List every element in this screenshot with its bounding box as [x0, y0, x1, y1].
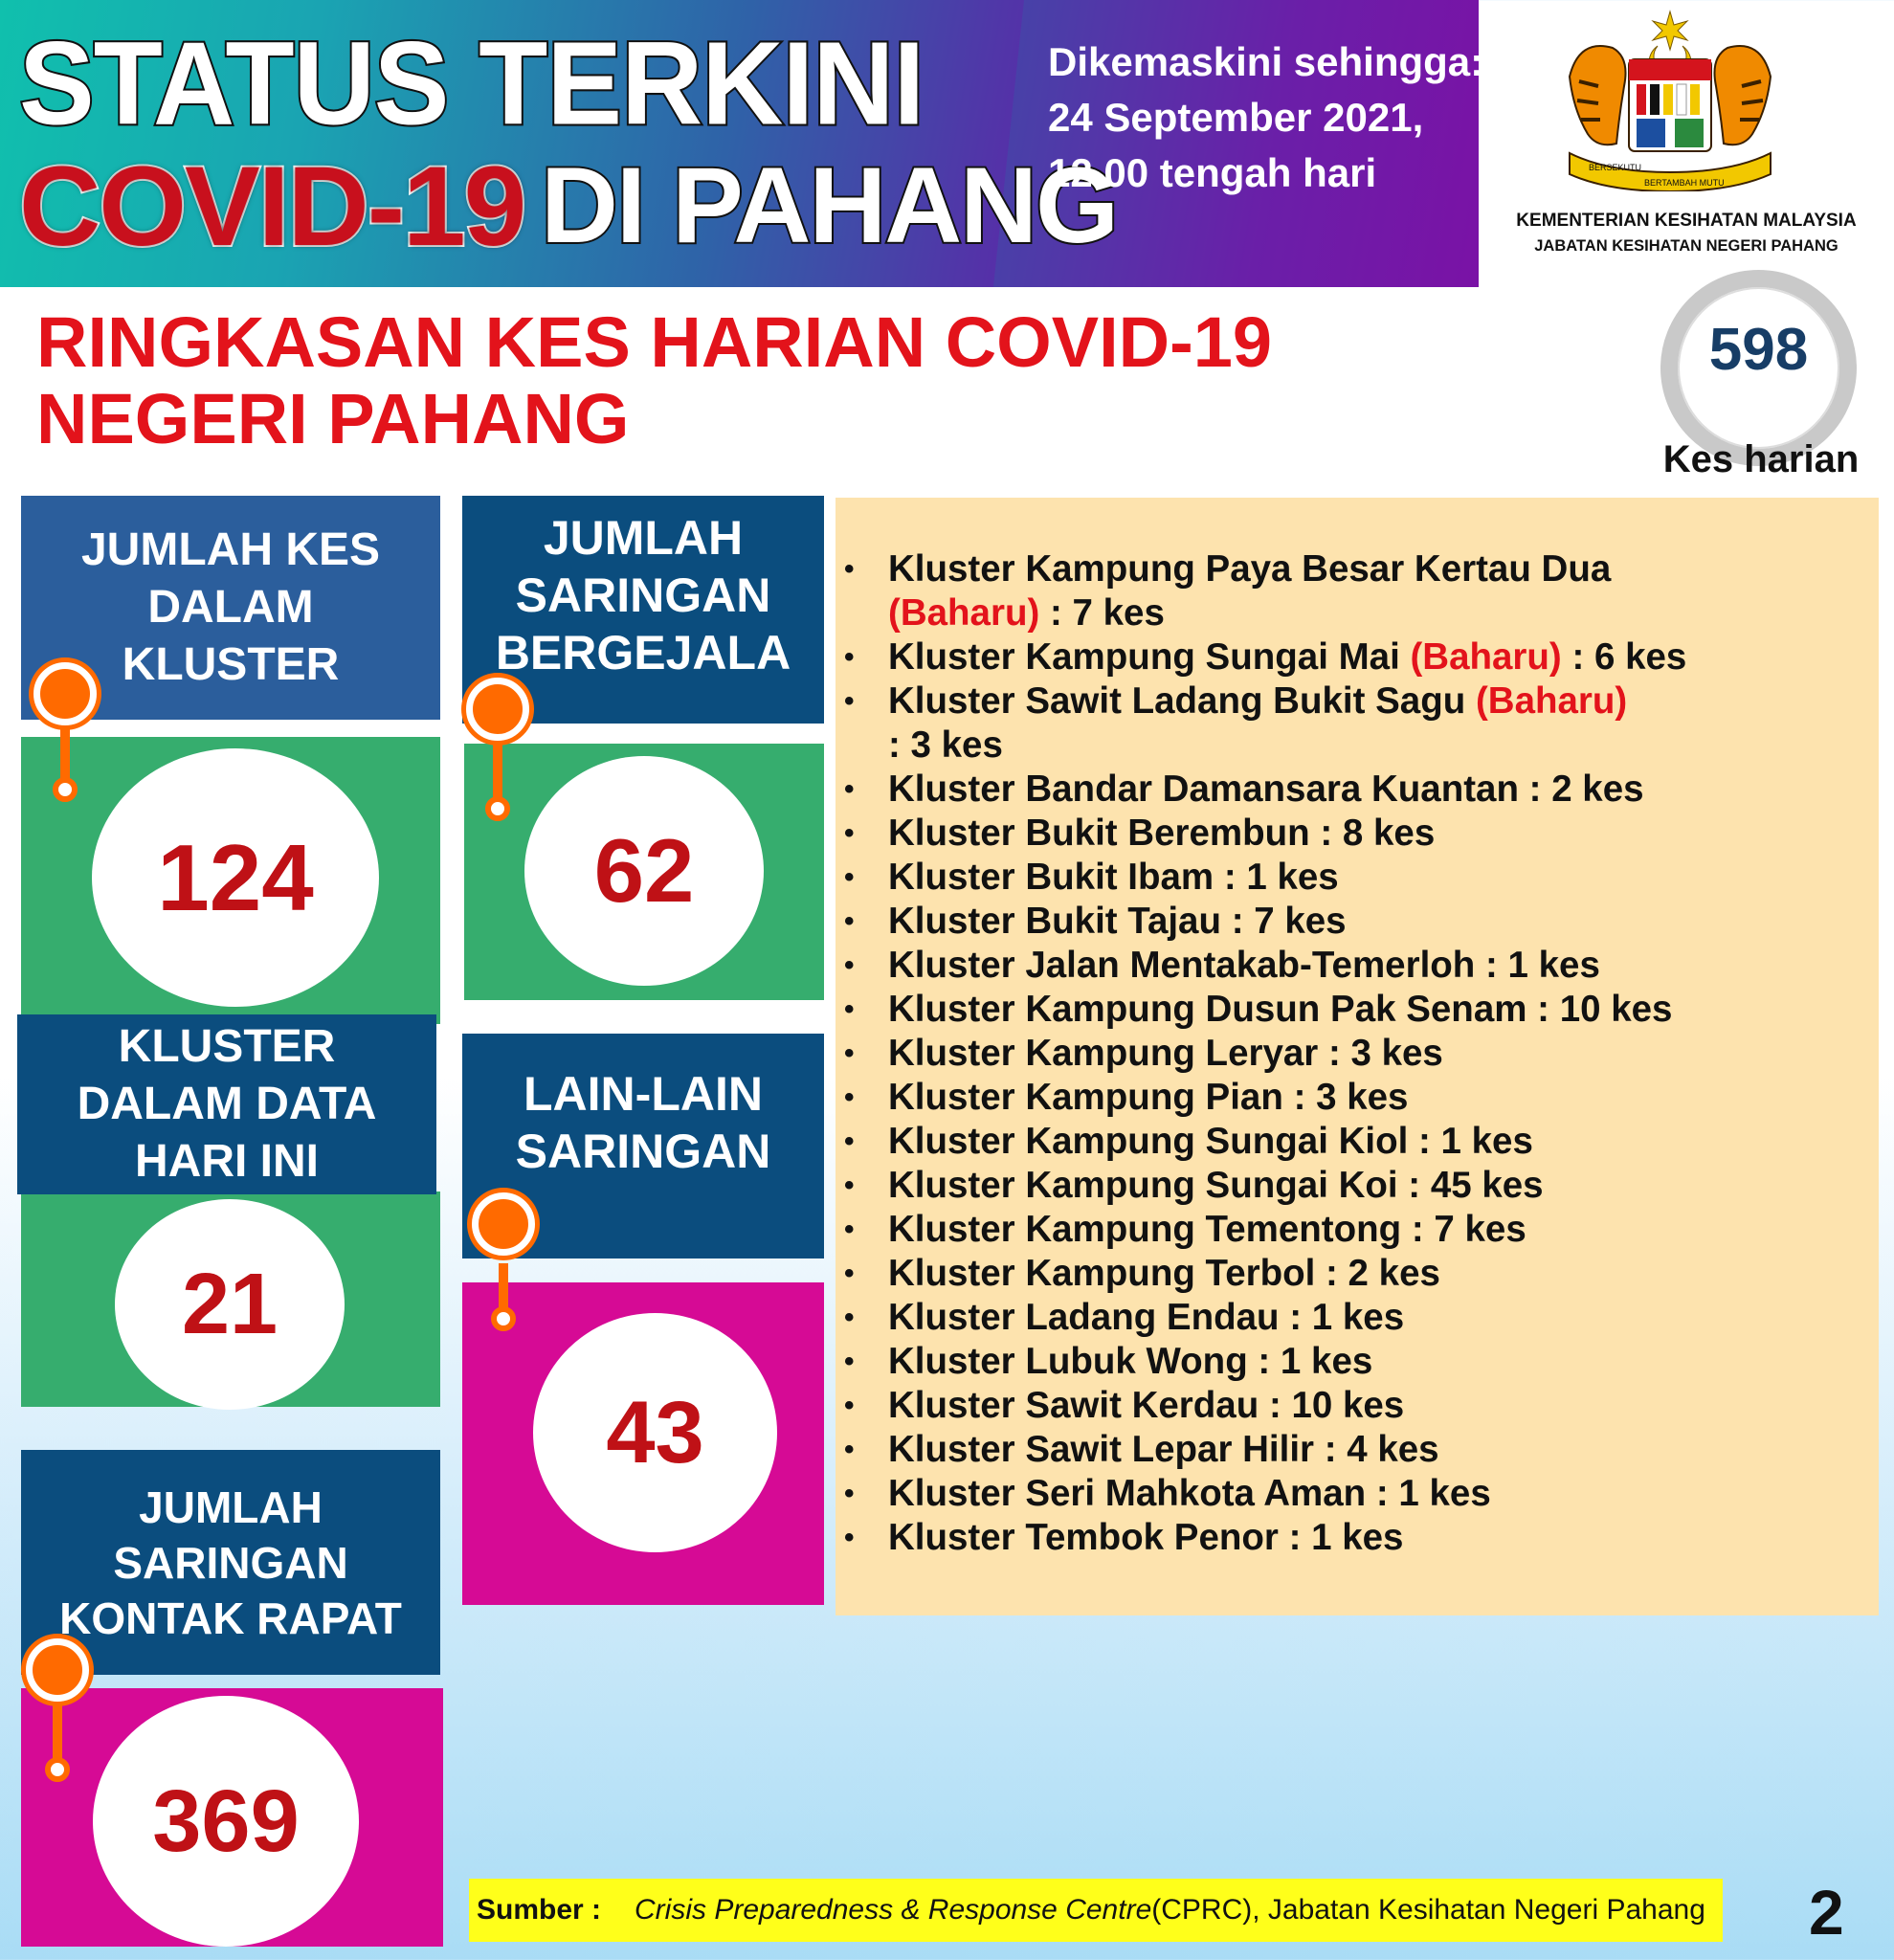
other-screening-label-2: SARINGAN: [515, 1124, 771, 1178]
cluster-name: Kluster Bukit Ibam: [888, 857, 1214, 898]
cluster-list-item: [842, 1120, 1876, 1164]
ministry-line-1: KEMENTERIAN KESIHATAN MALAYSIA: [1516, 211, 1857, 231]
close-contact-label-1: JUMLAH: [139, 1481, 323, 1532]
crest-motto-bottom: BERTAMBAH MUTU: [1644, 178, 1725, 188]
cluster-list-item: [842, 900, 1876, 944]
cluster-name: Kluster Tembok Penor: [888, 1517, 1279, 1558]
location-pin-icon: [33, 662, 97, 725]
pin-dot-icon: [491, 1306, 516, 1331]
cluster-cases-label-2: DALAM: [147, 582, 314, 633]
cluster-name: Kluster Bukit Tajau: [888, 901, 1221, 942]
cluster-cases-label-3: KLUSTER: [122, 639, 340, 690]
title-covid: COVID-19: [19, 144, 525, 270]
cluster-case-count: : 3 kes: [1318, 1033, 1443, 1074]
cluster-case-count: : 7 kes: [1401, 1209, 1526, 1250]
cluster-list-item: [842, 1384, 1876, 1428]
cluster-case-count: : 7 kes: [1221, 901, 1347, 942]
cluster-case-count: : 2 kes: [1315, 1253, 1440, 1294]
crest-motto-left: BERSEKUTU: [1589, 163, 1642, 172]
cluster-case-count: : 2 kes: [1518, 768, 1644, 810]
symptomatic-value: 62: [524, 756, 764, 986]
title-status-terkini: STATUS TERKINI: [19, 17, 925, 150]
cluster-name: Kluster Kampung Pian: [888, 1077, 1283, 1118]
pin-dot-icon: [53, 777, 78, 802]
location-pin-icon: [26, 1638, 89, 1702]
cluster-name: Kluster Kampung Tementong: [888, 1209, 1402, 1250]
cluster-name: Kluster Kampung Dusun Pak Senam: [888, 989, 1527, 1030]
source-rest: (CPRC), Jabatan Kesihatan Negeri Pahang: [1151, 1894, 1705, 1926]
clusters-today-label-1: KLUSTER: [118, 1021, 336, 1072]
cluster-case-count: : 45 kes: [1397, 1165, 1544, 1206]
source-label: Sumber :: [477, 1894, 602, 1926]
cluster-cases-value: 124: [92, 748, 379, 1007]
cluster-case-count: : 7 kes: [1039, 592, 1165, 634]
update-label: Dikemaskini sehingga:: [1048, 39, 1484, 84]
title-location: DI PAHANG: [541, 145, 1118, 265]
cluster-name: Kluster Seri Mahkota Aman: [888, 1473, 1367, 1514]
daily-cases-value: 598: [1708, 317, 1809, 383]
close-contact-header: [21, 1450, 440, 1675]
ministry-name: [1479, 211, 1894, 256]
new-cluster-badge: (Baharu): [1410, 636, 1562, 678]
other-screening-value: 43: [533, 1313, 777, 1552]
cluster-name: Kluster Bukit Berembun: [888, 813, 1310, 854]
cluster-list-item: [842, 1516, 1876, 1560]
source-note: [469, 1879, 1723, 1942]
symptomatic-label-1: JUMLAH: [543, 511, 744, 565]
cluster-name: Kluster Kampung Sungai Mai: [888, 636, 1411, 678]
update-date: 24 September 2021,: [1048, 95, 1424, 140]
cluster-list-item: [842, 1164, 1876, 1208]
cluster-list-item: [842, 1076, 1876, 1120]
cluster-case-count: : 1 kes: [1366, 1473, 1491, 1514]
cluster-list-item: [842, 856, 1876, 900]
cluster-case-count: : 4 kes: [1314, 1429, 1439, 1470]
cluster-list-item: [842, 679, 1876, 768]
cluster-case-count: : 1 kes: [1475, 945, 1600, 986]
pin-stem: [53, 1699, 62, 1766]
close-contact-label-2: SARINGAN: [113, 1537, 348, 1588]
pin-stem: [60, 727, 70, 785]
cluster-name: Kluster Sawit Kerdau: [888, 1385, 1259, 1426]
cluster-list-item: [842, 1208, 1876, 1252]
cluster-cases-label-1: JUMLAH KES: [80, 524, 381, 575]
cluster-name: Kluster Kampung Leryar: [888, 1033, 1319, 1074]
cluster-name: Kluster Lubuk Wong: [888, 1341, 1248, 1382]
cluster-list-item: [842, 1252, 1876, 1296]
cluster-name: Kluster Kampung Terbol: [888, 1253, 1316, 1294]
cluster-list-item: [842, 1472, 1876, 1516]
location-pin-icon: [472, 1192, 535, 1256]
cluster-name: Kluster Kampung Sungai Koi: [888, 1165, 1398, 1206]
update-time: 12.00 tengah hari: [1048, 150, 1377, 195]
cluster-list-item: [842, 635, 1876, 679]
cluster-list-item: [842, 1296, 1876, 1340]
pin-dot-icon: [45, 1757, 70, 1782]
cluster-case-count: : 1 kes: [1408, 1121, 1533, 1162]
symptomatic-label-2: SARINGAN: [515, 568, 771, 622]
cluster-list-item: [842, 1428, 1876, 1472]
page-number: 2: [1809, 1877, 1844, 1948]
cluster-case-count: : 1 kes: [1247, 1341, 1373, 1382]
cluster-list-item: [842, 1340, 1876, 1384]
cluster-name: Kluster Jalan Mentakab-Temerloh: [888, 945, 1476, 986]
cluster-name: Kluster Ladang Endau: [888, 1297, 1280, 1338]
cluster-list-item: [842, 812, 1876, 856]
page-title-line-1: RINGKASAN KES HARIAN COVID-19: [36, 302, 1273, 382]
cluster-list-item: [842, 1032, 1876, 1076]
new-cluster-badge: (Baharu): [888, 592, 1040, 634]
close-contact-label-3: KONTAK RAPAT: [59, 1592, 402, 1643]
cluster-case-count: : 8 kes: [1309, 813, 1436, 854]
cluster-case-count: : 1 kes: [1278, 1517, 1404, 1558]
cluster-case-count: : 3 kes: [1282, 1077, 1409, 1118]
new-cluster-badge: (Baharu): [1475, 680, 1628, 722]
cluster-name: Kluster Kampung Paya Besar Kertau Dua: [888, 548, 1612, 590]
cluster-list: [842, 547, 1876, 1560]
clusters-today-label-2: DALAM DATA: [77, 1079, 377, 1129]
update-info: [1048, 34, 1483, 201]
cluster-case-count: : 3 kes: [888, 724, 1003, 766]
cluster-list-item: [842, 768, 1876, 812]
clusters-today-header: [17, 1014, 436, 1194]
malaysia-coat-of-arms-icon: [1550, 10, 1790, 191]
cluster-name: Kluster Sawit Lepar Hilir: [888, 1429, 1315, 1470]
page-title-line-2: NEGERI PAHANG: [36, 379, 630, 458]
clusters-today-label-3: HARI INI: [134, 1136, 319, 1187]
symptomatic-label-3: BERGEJALA: [495, 626, 791, 679]
pin-dot-icon: [485, 796, 510, 821]
cluster-case-count: : 1 kes: [1214, 857, 1339, 898]
daily-cases-label: Kes harian: [1662, 438, 1860, 480]
cluster-name: Kluster Kampung Sungai Kiol: [888, 1121, 1409, 1162]
cluster-case-count: : 6 kes: [1561, 636, 1687, 678]
cluster-list-item: [842, 547, 1876, 635]
cluster-list-item: [842, 944, 1876, 988]
location-pin-icon: [466, 678, 529, 741]
source-org: Crisis Preparedness & Response Centre: [635, 1894, 1152, 1926]
cluster-name: Kluster Bandar Damansara Kuantan: [888, 768, 1519, 810]
close-contact-value: 369: [93, 1696, 359, 1947]
cluster-list-item: [842, 988, 1876, 1032]
page-title: [36, 304, 1272, 457]
other-screening-label-1: LAIN-LAIN: [524, 1066, 763, 1121]
cluster-case-count: : 1 kes: [1279, 1297, 1405, 1338]
clusters-today-value: 21: [115, 1199, 345, 1410]
cluster-case-count: : 10 kes: [1259, 1385, 1405, 1426]
cluster-name: Kluster Sawit Ladang Bukit Sagu: [888, 680, 1476, 722]
cluster-case-count: : 10 kes: [1526, 989, 1673, 1030]
ministry-line-2: JABATAN KESIHATAN NEGERI PAHANG: [1534, 237, 1838, 255]
